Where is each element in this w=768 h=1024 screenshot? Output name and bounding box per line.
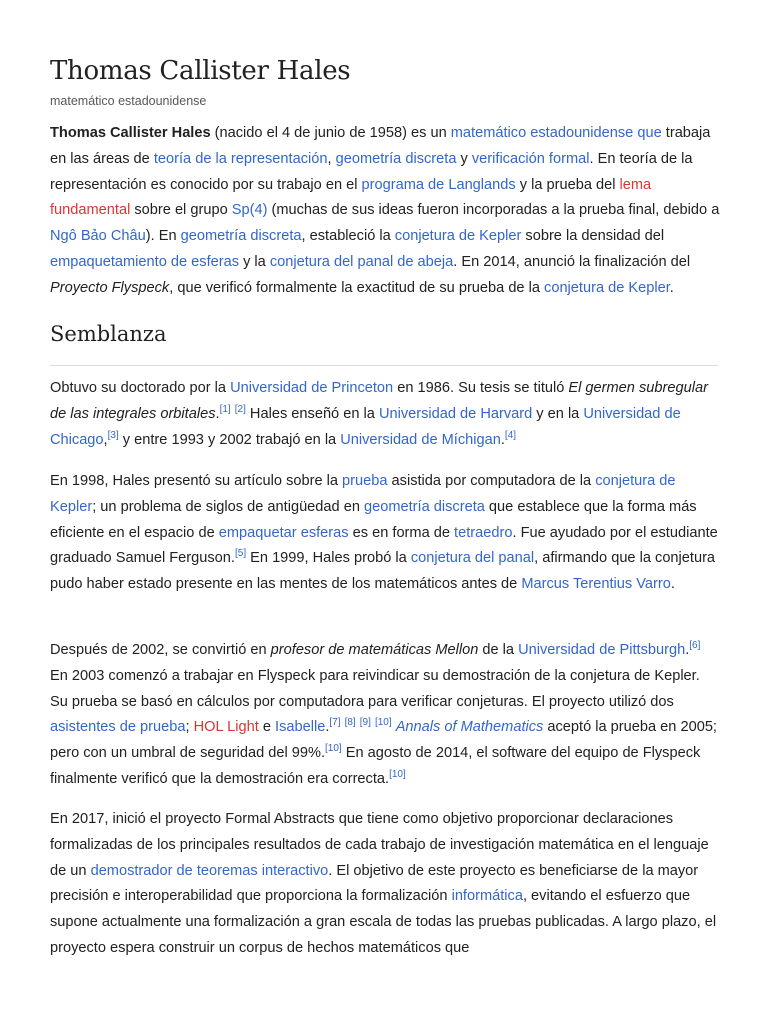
link-michigan[interactable]: Universidad de Míchigan — [340, 431, 501, 448]
link-conjetura-kepler-3[interactable]: conjetura de Kepler — [50, 473, 676, 515]
paragraph-doctorado: Obtuvo su doctorado por la Universidad de Princeton en 1986. Su tesis se tituló El germen subregular de las integrales orbitales.[1] [2] Hales enseñó en la Universidad de Harvard y en la Universidad de Chicago,[3] y entre 1993 y 2002 trabajó en la Universidad de Míchigan.[4] — [50, 380, 708, 448]
link-sp4[interactable]: Sp(4) — [231, 202, 268, 219]
ref-4[interactable]: [4] — [504, 429, 517, 441]
link-asistentes-prueba[interactable]: asistentes de prueba — [50, 719, 186, 736]
link-conjetura-kepler[interactable]: conjetura de Kepler — [394, 228, 522, 245]
link-tetraedro[interactable]: tetraedro — [454, 524, 513, 541]
link-demostrador-teoremas[interactable]: demostrador de teoremas interactivo — [90, 862, 329, 879]
link-conjetura-panal[interactable]: conjetura del panal — [410, 550, 535, 567]
redlink-lema-fundamental[interactable]: lema fundamental — [50, 176, 652, 219]
ref-9[interactable]: [9] — [359, 717, 371, 729]
link-prueba[interactable]: prueba — [342, 473, 388, 489]
mellon-title: profesor de matemáticas Mellon — [270, 642, 479, 658]
link-princeton[interactable]: Universidad de Princeton — [230, 380, 394, 396]
ref-8[interactable]: [8] — [344, 717, 356, 729]
ref-2[interactable]: [2] — [234, 403, 246, 415]
section-heading: Semblanza — [50, 322, 167, 346]
link-conjetura-panal-abeja[interactable]: conjetura del panal de abeja — [269, 253, 454, 270]
link-conjetura-kepler-2[interactable]: conjetura de Kepler — [544, 279, 670, 296]
ref-10-c[interactable]: [10] — [389, 768, 406, 780]
intro-paragraph: Thomas Callister Hales (nacido el 4 de junio de 1958) es un matemático estadounidense que trabaja en las áreas de teoría de la representación, geometría discreta y verificación formal. En teoría de la representación es conocido por su trabajo en el programa de Langlands y la prueba del lema fundamental sobre el grupo Sp(4) (muchas de sus ideas fueron incorporadas a la prueba final, debido a Ngô Bảo Châu). En geometría discreta, estableció la conjetura de Kepler sobre la densidad del empaquetamiento de esferas y la conjetura del panal de abeja. En 2014, anunció la finalización del Proyecto Flyspeck, que verificó formalmente la exactitud de su prueba de la conjetura de Kepler. — [50, 125, 720, 296]
ref-5[interactable]: [5] — [234, 548, 247, 560]
link-marcus-varro[interactable]: Marcus Terentius Varro — [521, 576, 671, 593]
link-chicago[interactable]: Universidad de Chicago — [50, 405, 681, 448]
proyecto-flyspeck: Proyecto Flyspeck — [50, 279, 170, 296]
section-divider — [50, 365, 718, 366]
ref-10-b[interactable]: [10] — [325, 743, 342, 755]
ref-6[interactable]: [6] — [689, 640, 701, 651]
thesis-title: El germen subregular de las integrales orbitales — [50, 380, 708, 422]
link-geometria-discreta[interactable]: geometría discreta — [335, 150, 457, 167]
link-geometria-discreta-3[interactable]: geometría discreta — [364, 498, 485, 515]
link-ngo-bao-chau[interactable]: Ngô Bảo Châu — [50, 228, 146, 245]
link-geometria-discreta-2[interactable]: geometría discreta — [180, 228, 302, 245]
paragraph-pittsburgh: Después de 2002, se convirtió en profesor de matemáticas Mellon de la Universidad de Pittsburgh.[6] En 2003 comenzó a trabajar en Flyspeck para reivindicar su demostración de la conjetura de Kepler. Su prueba se basó en cálculos por computadora para verificar conjeturas. El proyecto utilizó dos asistentes de prueba; HOL Light e Isabelle.[7] [8] [9] [10] Annals of Mathematics aceptó la prueba en 2005; pero con un umbral de seguridad del 99%.[10] En agosto de 2014, el software del equipo de Flyspeck finalmente verificó que la demostración era correcta.[10] — [50, 640, 717, 787]
link-informatica[interactable]: informática — [451, 888, 523, 905]
link-empaquetar-esferas[interactable]: empaquetar esferas — [218, 524, 349, 541]
page-title: Thomas Callister Hales — [50, 56, 351, 86]
redlink-hol-light[interactable]: HOL Light — [193, 719, 259, 736]
paragraph-formal-abstracts: En 2017, inició el proyecto Formal Abstracts que tiene como objetivo proporcionar declaraciones formalizadas de los principales resultados de cada trabajo de investigación matemática en el lenguaje de un demostrador de teoremas interactivo. El objetivo de este proyecto es beneficiarse de la mayor precisión e interoperabilidad que proporciona la formalización informática, evitando el esfuerzo que supone actualmente una formalización a gran escala de todas las pruebas publicadas. A largo plazo, el proyecto espera construir un corpus de hechos matemáticos que — [50, 811, 717, 956]
link-matematico-estadounidense[interactable]: matemático estadounidense que — [450, 125, 662, 141]
ref-7[interactable]: [7] — [329, 717, 341, 729]
ref-10[interactable]: [10] — [374, 717, 392, 729]
paragraph-kepler: En 1998, Hales presentó su artículo sobre la prueba asistida por computadora de la conjetura de Kepler; un problema de siglos de antigüedad en geometría discreta que establece que la forma más eficiente en el espacio de empaquetar esferas es en forma de tetraedro. Fue ayudado por el estudiante graduado Samuel Ferguson.[5] En 1999, Hales probó la conjetura del panal, afirmando que la conjetura pudo haber estado presente en las mentes de los matemáticos antes de Marcus Terentius Varro. — [50, 473, 718, 593]
link-programa-langlands[interactable]: programa de Langlands — [361, 176, 516, 193]
link-annals-of-mathematics[interactable]: Annals of Mathematics — [395, 719, 544, 736]
link-empaquetamiento-esferas[interactable]: empaquetamiento de esferas — [50, 253, 240, 270]
page-subtitle: matemático estadounidense — [50, 94, 207, 108]
ref-1[interactable]: [1] — [219, 403, 231, 415]
link-isabelle[interactable]: Isabelle — [275, 719, 326, 736]
subject-name: Thomas Callister Hales — [50, 125, 211, 141]
link-harvard[interactable]: Universidad de Harvard — [378, 405, 533, 422]
link-pittsburgh[interactable]: Universidad de Pittsburgh — [518, 642, 686, 658]
link-verificacion-formal[interactable]: verificación formal — [471, 150, 590, 167]
link-teoria-representacion[interactable]: teoría de la representación — [153, 150, 328, 167]
ref-3[interactable]: [3] — [107, 429, 119, 441]
